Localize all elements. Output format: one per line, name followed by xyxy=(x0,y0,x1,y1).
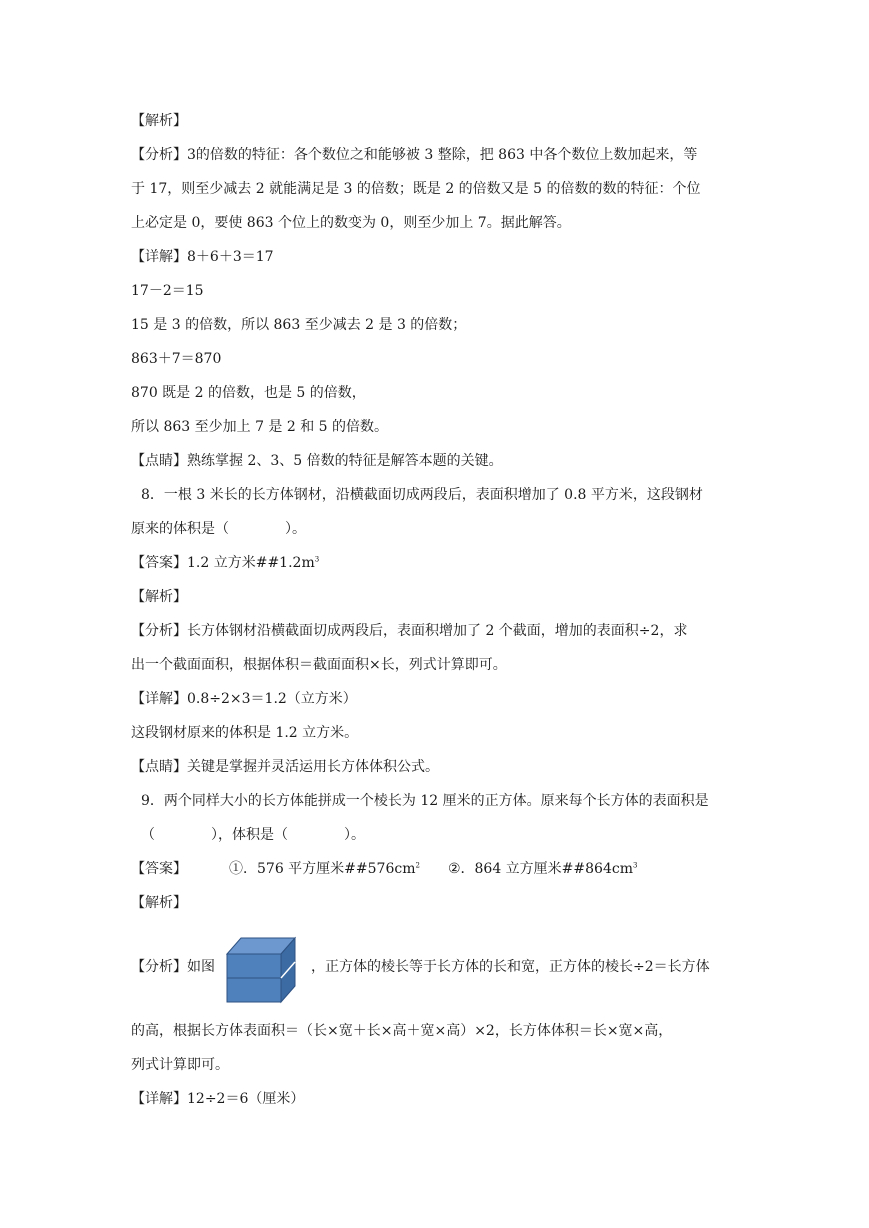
analysis-suffix: ，正方体的棱长等于长方体的长和宽，正方体的棱长÷2＝长方体 xyxy=(311,959,710,975)
detail-line: 这段钢材原来的体积是 1.2 立方米。 xyxy=(131,725,359,741)
section-analysis-heading: 【解析】 xyxy=(131,895,187,911)
detail-line: 15 是 3 的倍数，所以 863 至少减去 2 是 3 的倍数； xyxy=(131,317,467,333)
analysis-line: 的高，根据长方体表面积＝（长×宽＋长×高＋宽×高）×2，长方体体积＝长×宽×高， xyxy=(131,1023,673,1039)
question-9-line: （ ），体积是（ ）。 xyxy=(141,827,365,843)
comment-line: 【点睛】关键是掌握并灵活运用长方体体积公式。 xyxy=(131,759,439,775)
answer-1: ①．576 平方厘米##576cm xyxy=(229,861,416,877)
superscript: 3 xyxy=(314,555,320,564)
answer-label: 【答案】 xyxy=(131,861,187,877)
stacked-cuboids-figure xyxy=(225,936,297,1004)
answer-2: ②．864 立方厘米##864cm xyxy=(447,861,633,877)
question-8-line: 原来的体积是（ ）。 xyxy=(131,521,306,537)
analysis-line: 【分析】3的倍数的特征：各个数位之和能够被 3 整除，把 863 中各个数位上数加起来，等 xyxy=(131,147,698,163)
analysis-line: 出一个截面面积，根据体积＝截面面积×长，列式计算即可。 xyxy=(131,657,507,673)
detail-line: 870 既是 2 的倍数，也是 5 的倍数， xyxy=(131,385,366,401)
detail-line: 所以 863 至少加上 7 是 2 和 5 的倍数。 xyxy=(131,419,389,435)
detail-line: 【详解】12÷2＝6（厘米） xyxy=(131,1091,305,1107)
analysis-prefix: 【分析】如图 xyxy=(131,959,215,975)
cube-front-lower xyxy=(227,978,281,1002)
analysis-line: 列式计算即可。 xyxy=(131,1057,229,1073)
analysis-line: 于 17，则至少减去 2 就能满足是 3 的倍数；既是 2 的倍数又是 5 的倍数的数的特征：个位 xyxy=(131,181,701,197)
superscript: 2 xyxy=(415,861,420,870)
detail-line: 【详解】0.8÷2×3＝1.2（立方米） xyxy=(131,691,357,707)
analysis-line: 上必定是 0，要使 863 个位上的数变为 0，则至少加上 7。据此解答。 xyxy=(131,215,571,231)
answer-line xyxy=(131,859,637,879)
superscript: 3 xyxy=(632,861,638,870)
answer-line xyxy=(131,553,319,573)
detail-line: 【详解】8＋6＋3＝17 xyxy=(131,249,274,265)
section-analysis-heading: 【解析】 xyxy=(131,113,187,129)
section-analysis-heading: 【解析】 xyxy=(131,589,187,605)
analysis-line-with-figure xyxy=(131,957,710,977)
analysis-line: 【分析】长方体钢材沿横截面切成两段后，表面积增加了 2 个截面，增加的表面积÷2，求 xyxy=(131,623,688,639)
question-9-line: 9．两个同样大小的长方体能拼成一个棱长为 12 厘米的正方体。原来每个长方体的表面积是 xyxy=(141,793,709,809)
detail-line: 17－2＝15 xyxy=(131,283,204,299)
question-8-line: 8．一根 3 米长的长方体钢材，沿横截面切成两段后，表面积增加了 0.8 平方米，这段钢材 xyxy=(141,487,703,503)
answer-text: 【答案】1.2 立方米##1.2m xyxy=(131,555,315,571)
cube-front-upper xyxy=(227,954,281,978)
comment-line: 【点睛】熟练掌握 2、3、5 倍数的特征是解答本题的关键。 xyxy=(131,453,503,469)
detail-line: 863＋7＝870 xyxy=(131,351,222,367)
